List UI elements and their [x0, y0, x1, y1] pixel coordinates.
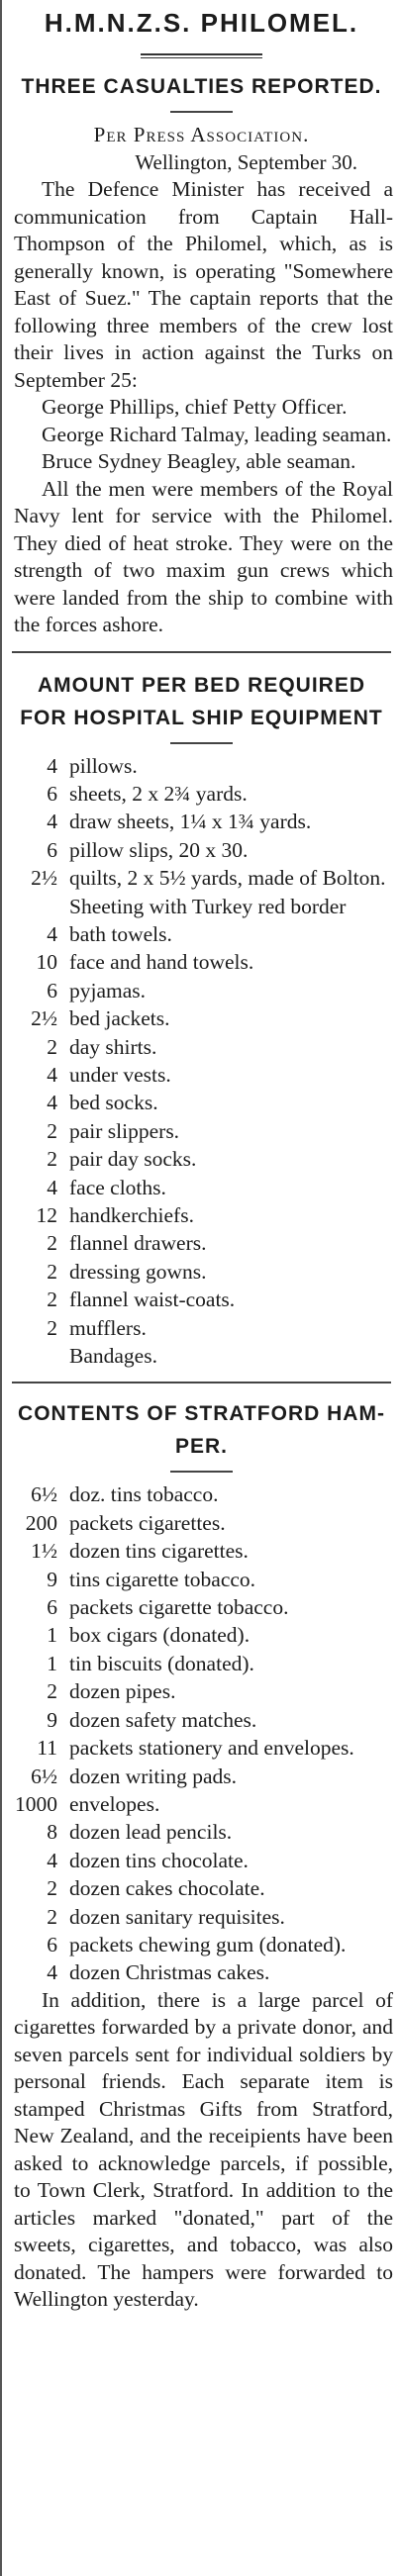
item-quantity: 4 — [47, 810, 57, 834]
article1-paragraph: The Defence Minister has received a communication from Captain Hall-Thompson of the Philomel, which, as is generally known, is operating "Somewhere East of Suez." The captain reports that the following three members of the crew lost their lives in action against the Turks on September 25: — [14, 177, 393, 392]
masthead-rule — [141, 53, 262, 58]
item-text: dressing gowns. — [69, 1259, 207, 1284]
stratford-hamper-list — [12, 1480, 393, 1986]
item-text: pair day socks. — [69, 1147, 197, 1172]
hamper-list-item — [12, 1874, 393, 1902]
equipment-list-item — [12, 1201, 393, 1229]
item-quantity: 4 — [47, 1848, 57, 1872]
item-text: tins cigarette tobacco. — [69, 1567, 256, 1591]
article1-dateline: Wellington, September 30. — [135, 150, 357, 174]
item-quantity: 2 — [47, 1315, 57, 1340]
article2-headline-line1: AMOUNT PER BED REQUIRED — [37, 673, 366, 697]
item-text: pair slippers. — [69, 1118, 180, 1143]
equipment-list-item — [12, 920, 393, 948]
hamper-list-item — [12, 1958, 393, 1986]
equipment-list-item — [12, 836, 393, 864]
equipment-list-item — [12, 1004, 393, 1032]
item-text: packets cigarette tobacco. — [69, 1595, 289, 1620]
item-quantity: 2 — [47, 1679, 57, 1704]
equipment-list-item — [12, 1145, 393, 1173]
item-quantity: 6 — [47, 1932, 57, 1956]
hamper-list-item — [12, 1537, 393, 1565]
article1-headline: THREE CASUALTIES REPORTED. — [21, 75, 382, 98]
item-text: bath towels. — [69, 921, 172, 946]
article3-rule — [170, 1471, 233, 1473]
item-quantity: 2 — [47, 1259, 57, 1284]
item-text: doz. tins tobacco. — [69, 1482, 219, 1507]
item-text: dozen tins chocolate. — [69, 1848, 249, 1872]
article3-headline-line2: PER. — [174, 1435, 228, 1459]
item-quantity: 2½ — [31, 1006, 57, 1031]
item-text: dozen cakes chocolate. — [69, 1876, 265, 1901]
item-quantity: 1½ — [31, 1539, 57, 1564]
equipment-list-item — [12, 948, 393, 976]
hamper-list-item — [12, 1706, 393, 1734]
hamper-list-item — [12, 1621, 393, 1649]
equipment-list-item — [12, 1089, 393, 1116]
item-text: bed jackets. — [69, 1006, 170, 1031]
article2-rule — [170, 742, 233, 744]
item-quantity: 2 — [47, 1288, 57, 1312]
item-text: under vests. — [69, 1062, 171, 1087]
item-text: quilts, 2 x 5½ yards, made of Bolton. — [69, 866, 386, 891]
item-quantity: 4 — [47, 1175, 57, 1199]
item-quantity: 6 — [47, 781, 57, 806]
item-text: draw sheets, 1¼ x 1¾ yards. — [69, 810, 312, 834]
equipment-list-item — [12, 1174, 393, 1201]
item-text: tin biscuits (donated). — [69, 1651, 254, 1675]
article1-paragraph: All the men were members of the Royal Navy lent for service with the Philomel. They died of heat stroke. They were on the strength of two maxim gun crews which were landed from the ship to combine with the forces ashore. — [14, 476, 393, 636]
item-quantity: 1000 — [15, 1791, 57, 1816]
item-text: dozen pipes. — [69, 1679, 176, 1704]
item-quantity: 200 — [25, 1510, 57, 1535]
item-text: mufflers. — [69, 1315, 147, 1340]
item-text: dozen tins cigarettes. — [69, 1539, 249, 1564]
item-quantity: 2½ — [31, 866, 57, 891]
masthead-title: H.M.N.Z.S. PHILOMEL. — [44, 8, 359, 38]
item-text: packets cigarettes. — [69, 1510, 226, 1535]
item-text: sheets, 2 x 2¾ yards. — [69, 781, 248, 806]
item-quantity — [12, 1342, 69, 1370]
section-divider — [12, 1382, 391, 1383]
hamper-list-item — [12, 1847, 393, 1874]
equipment-list-item — [12, 864, 393, 892]
equipment-list-item — [12, 752, 393, 780]
item-quantity: 6 — [47, 978, 57, 1002]
equipment-list-item — [12, 1314, 393, 1342]
hamper-list-item — [12, 1790, 393, 1818]
item-quantity: 6½ — [31, 1482, 57, 1507]
article3-closing-paragraph: In addition, there is a large parcel of cigarettes forwarded by a private donor, and seven parcels sent for individual soldiers by personal friends. Each separate item is stamped Christmas Gifts from Stratford, New Zealand, and the receipients have been asked to acknowledge parcels, if possible, to Town Clerk, Stratford. In addition to the articles marked "donated," part of the sweets, cigarettes, and tobacco, was also donated. The hampers were forwarded to Wellington yesterday. — [14, 1987, 393, 2312]
article1-paragraph: George Richard Talmay, leading seaman. — [42, 422, 392, 446]
item-text: face and hand towels. — [69, 950, 254, 975]
hamper-list-item — [12, 1677, 393, 1705]
hamper-list-item — [12, 1593, 393, 1621]
article2-headline-line2: FOR HOSPITAL SHIP EQUIPMENT — [20, 706, 383, 729]
equipment-list-item — [12, 1258, 393, 1286]
article1-rule — [170, 111, 233, 113]
item-text: box cigars (donated). — [69, 1623, 251, 1648]
item-quantity: 4 — [47, 753, 57, 778]
item-quantity: 10 — [36, 950, 57, 975]
hamper-list-item — [12, 1903, 393, 1931]
item-quantity: 2 — [47, 1147, 57, 1172]
item-text: packets chewing gum (donated). — [69, 1932, 347, 1956]
item-text: envelopes. — [69, 1791, 160, 1816]
hamper-list-item — [12, 1480, 393, 1508]
hamper-list-item — [12, 1818, 393, 1846]
item-text: packets stationery and envelopes. — [69, 1736, 354, 1761]
item-quantity: 8 — [47, 1820, 57, 1845]
hamper-list-item — [12, 1763, 393, 1790]
equipment-list-item — [12, 780, 393, 808]
article1-source: Per Press Association. — [93, 123, 310, 146]
hamper-list-item — [12, 1650, 393, 1677]
item-text: handkerchiefs. — [69, 1203, 194, 1227]
item-quantity: 1 — [47, 1623, 57, 1648]
hamper-list-item — [12, 1509, 393, 1537]
item-text: dozen lead pencils. — [69, 1820, 233, 1845]
item-quantity: 6 — [47, 837, 57, 862]
item-quantity: 1 — [47, 1651, 57, 1675]
hospital-ship-equipment-list — [12, 752, 393, 1371]
equipment-list-item — [12, 1033, 393, 1061]
item-quantity — [12, 893, 69, 920]
item-quantity: 12 — [36, 1203, 57, 1227]
item-text: dozen writing pads. — [69, 1764, 237, 1788]
equipment-list-item — [12, 808, 393, 835]
item-quantity: 4 — [47, 1091, 57, 1115]
item-text: pillow slips, 20 x 30. — [69, 837, 249, 862]
hamper-list-item — [12, 1734, 393, 1762]
item-quantity: 9 — [47, 1707, 57, 1732]
equipment-list-item — [12, 1061, 393, 1089]
item-quantity: 6 — [47, 1595, 57, 1620]
item-quantity: 2 — [47, 1904, 57, 1929]
item-text: bed socks. — [69, 1091, 158, 1115]
item-text: dozen safety matches. — [69, 1707, 257, 1732]
item-text: dozen Christmas cakes. — [69, 1960, 270, 1985]
item-text: flannel drawers. — [69, 1231, 207, 1256]
equipment-list-item — [12, 1286, 393, 1313]
item-quantity: 6½ — [31, 1764, 57, 1788]
article3-headline-line1: CONTENTS OF STRATFORD HAM- — [18, 1402, 385, 1426]
equipment-list-item — [12, 1117, 393, 1145]
item-quantity: 2 — [47, 1034, 57, 1059]
item-quantity: 9 — [47, 1567, 57, 1591]
item-quantity: 4 — [47, 1960, 57, 1985]
hamper-list-item — [12, 1931, 393, 1958]
equipment-list-item — [12, 1229, 393, 1257]
item-quantity: 2 — [47, 1231, 57, 1256]
item-text: dozen sanitary requisites. — [69, 1904, 285, 1929]
equipment-list-item — [12, 893, 393, 920]
item-quantity: 4 — [47, 1062, 57, 1087]
item-quantity: 11 — [37, 1736, 57, 1761]
item-text: pyjamas. — [69, 978, 147, 1002]
item-text: Bandages. — [69, 1344, 157, 1369]
article1-paragraph: George Phillips, chief Petty Officer. — [42, 395, 348, 419]
item-text: face cloths. — [69, 1175, 166, 1199]
item-quantity: 4 — [47, 921, 57, 946]
article1-paragraph: Bruce Sydney Beagley, able seaman. — [42, 449, 356, 473]
section-divider — [12, 651, 391, 653]
item-text: day shirts. — [69, 1034, 157, 1059]
equipment-list-item — [12, 1342, 393, 1370]
hamper-list-item — [12, 1566, 393, 1593]
item-quantity: 2 — [47, 1876, 57, 1901]
item-text: Sheeting with Turkey red border — [69, 894, 347, 918]
item-text: pillows. — [69, 753, 138, 778]
item-quantity: 2 — [47, 1118, 57, 1143]
item-text: flannel waist-coats. — [69, 1288, 236, 1312]
equipment-list-item — [12, 977, 393, 1004]
